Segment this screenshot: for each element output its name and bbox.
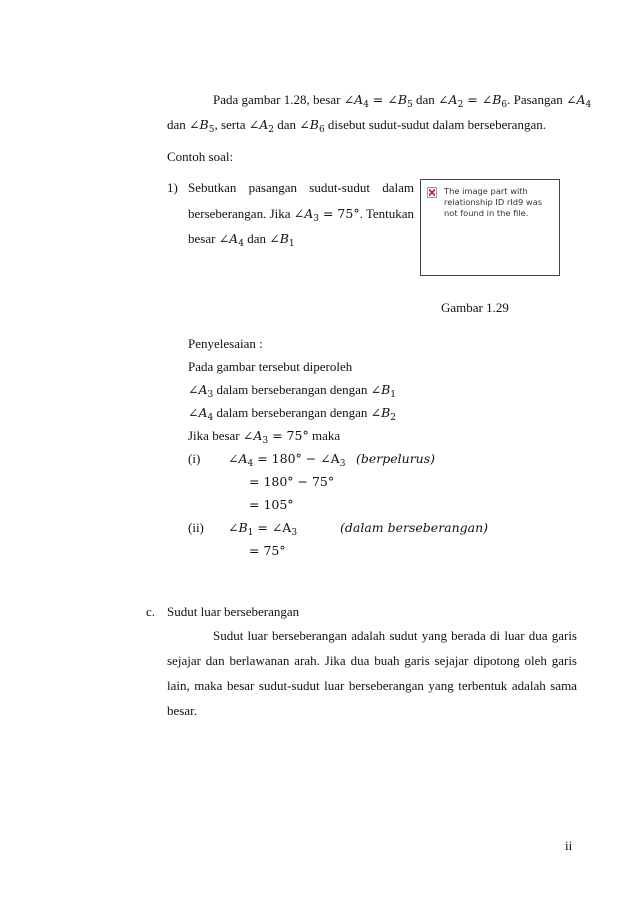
- math-angle: $\angle A_4$: [565, 92, 592, 110]
- missing-image-message: The image part with relationship ID rId9 was not found in the file.: [444, 186, 543, 218]
- math-angle: $\angle A_3 = 75^\circ$: [293, 206, 360, 224]
- question-number: 1): [167, 180, 178, 195]
- question-line-2: berseberangan. Jika $\angle A_3 = 75^\circ$. Tentukan: [188, 206, 415, 224]
- missing-image-placeholder: [420, 179, 560, 276]
- math-angle: $\angle B_5$: [189, 117, 215, 135]
- section-c-label: c.: [146, 604, 156, 619]
- math-angle: $\angle A_4$ = $\angle B_5$: [343, 92, 413, 110]
- intro-text: dan: [273, 117, 300, 132]
- math-angle: $\angle A_3 = 75^\circ$: [242, 428, 309, 446]
- question-line-1: Sebutkan pasangan sudut-sudut dalam: [188, 180, 414, 195]
- section-c-para-line-3: lain, maka besar sudut-sudut luar berseberangan yang terbentuk adalah sama: [167, 678, 577, 693]
- part-i-note: (berpelurus): [356, 451, 436, 466]
- math-angle: $\angle A_3$: [188, 382, 214, 400]
- question-line-3: besar $\angle A_4$ dan $\angle B_1$: [188, 231, 295, 249]
- intro-text: . Pasangan: [507, 92, 566, 107]
- intro-text: Pada gambar 1.28, besar: [213, 92, 341, 107]
- broken-image-icon: [427, 187, 437, 198]
- part-i-label: (i): [188, 451, 201, 466]
- intro-text: , serta: [214, 117, 249, 132]
- part-ii-equation-2: = 75°: [249, 543, 286, 558]
- math-angle: $\angle B_6$: [299, 117, 325, 135]
- section-c-para-line-4: besar.: [167, 703, 197, 718]
- math-angle: $\angle A_4$: [218, 231, 244, 249]
- part-i-equation-2: = 180° − 75°: [249, 474, 335, 489]
- solution-line-4: Jika besar $\angle A_3 = 75^\circ$ maka: [188, 428, 341, 446]
- intro-line-2: [167, 117, 546, 133]
- figure-caption: Gambar 1.29: [441, 300, 509, 315]
- math-angle: $\angle A_4$: [188, 405, 214, 423]
- intro-line-1: [213, 92, 591, 108]
- intro-text: dan: [167, 117, 190, 132]
- solution-line-3: $\angle A_4$ dalam berseberangan dengan $\angle B_2$: [188, 405, 397, 423]
- math-angle: $\angle B_1$: [370, 382, 397, 400]
- part-ii-note: (dalam berseberangan): [340, 520, 489, 535]
- page-number: ii: [565, 838, 573, 853]
- math-angle: $\angle B_1$: [269, 231, 295, 249]
- example-heading: Contoh soal:: [167, 149, 234, 164]
- solution-line-1: Pada gambar tersebut diperoleh: [188, 359, 353, 374]
- solution-line-2: $\angle A_3$ dalam berseberangan dengan $\angle B_1$: [188, 382, 397, 400]
- math-angle: $\angle A_2$: [248, 117, 274, 135]
- math-angle: $\angle A_2$ = $\angle B_6$: [438, 92, 508, 110]
- section-c-heading: Sudut luar berseberangan: [167, 604, 300, 619]
- section-c-para-line-2: sejajar dan berlawanan arah. Jika dua buah garis sejajar dipotong oleh garis: [167, 653, 577, 668]
- math-angle: $\angle B_2$: [370, 405, 397, 423]
- intro-text: dan: [412, 92, 439, 107]
- part-ii-equation-1: $\angle B_1$ = $\angle A_3$: [228, 520, 298, 538]
- part-i-equation-1: $\angle A_4 = 180^\circ$ − $\angle A_3$: [228, 451, 346, 469]
- part-ii-label: (ii): [188, 520, 204, 535]
- solution-heading: Penyelesaian :: [188, 336, 263, 351]
- section-c-para-line-1: Sudut luar berseberangan adalah sudut yang berada di luar dua garis: [213, 628, 577, 643]
- part-i-equation-3: = 105°: [249, 497, 294, 512]
- intro-text: disebut sudut-sudut dalam berseberangan.: [324, 117, 546, 132]
